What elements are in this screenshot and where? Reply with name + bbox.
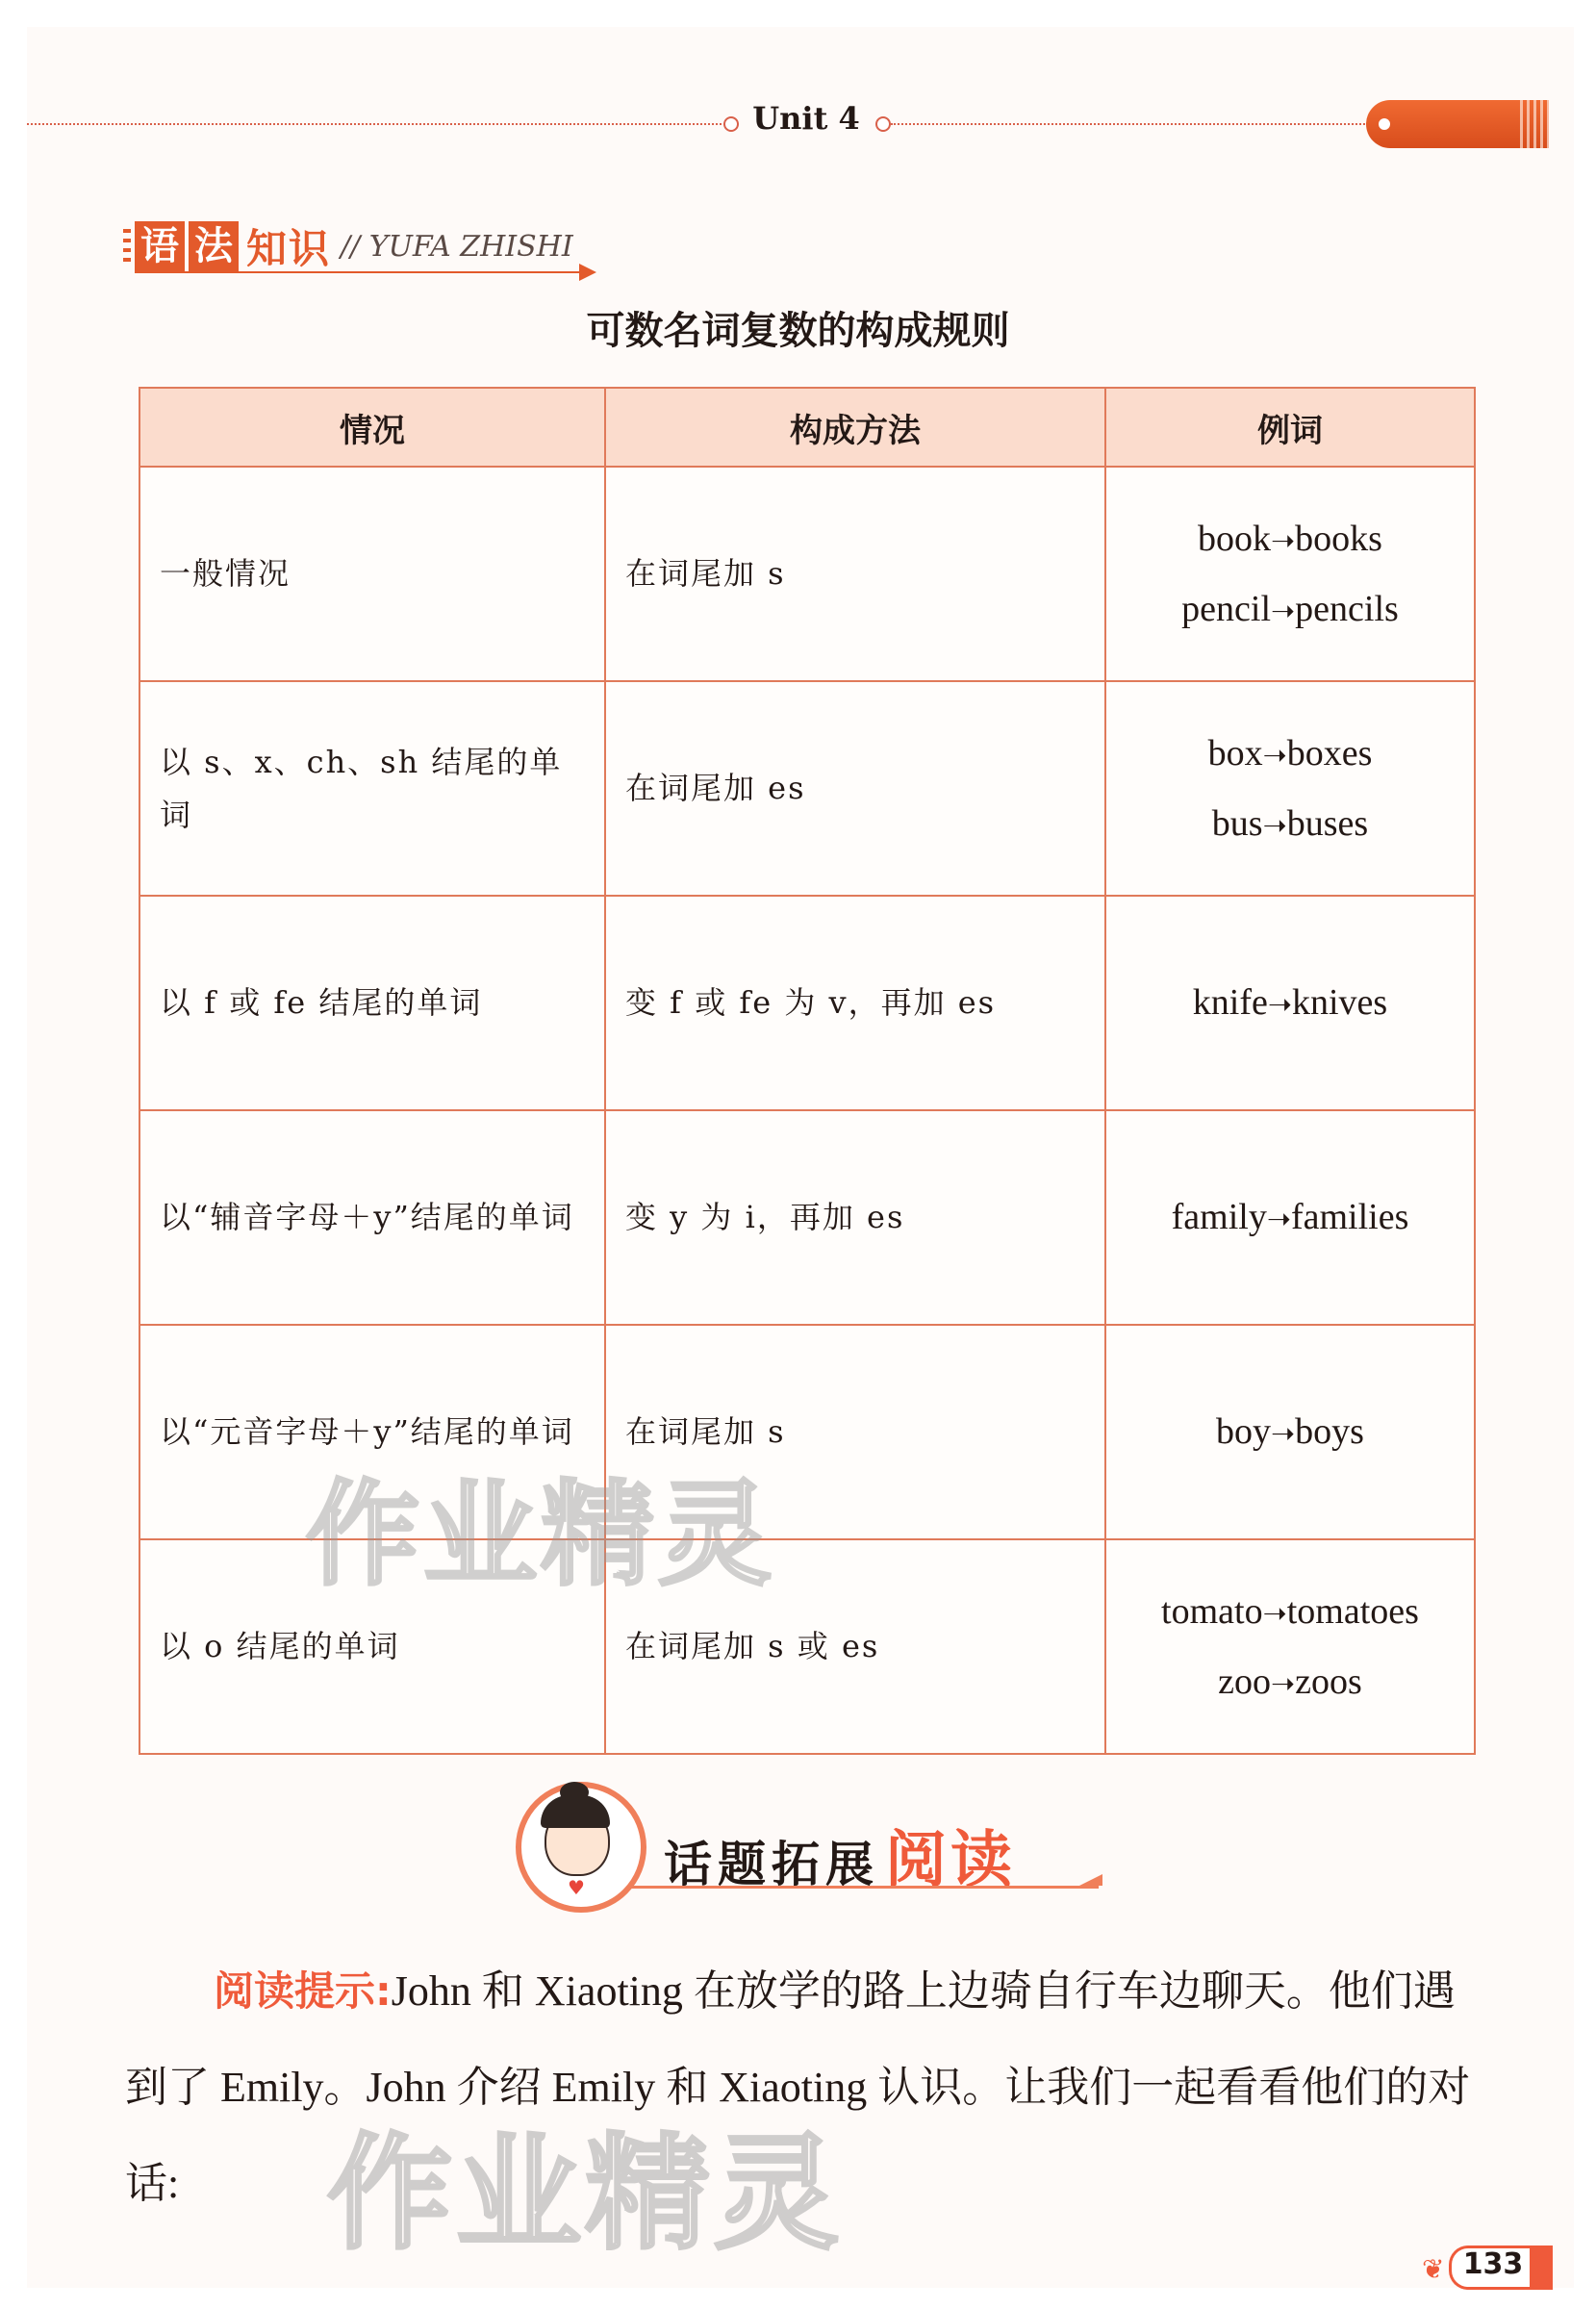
table-header-row xyxy=(139,388,1475,467)
examples-cell xyxy=(1105,467,1475,681)
section-boxed-char: 法 xyxy=(189,221,239,271)
example-singular: knife xyxy=(1192,982,1268,1024)
example-singular: bus xyxy=(1211,802,1263,844)
case-cell: 以“辅音字母＋y”结尾的单词 xyxy=(139,1110,605,1325)
banner-underline xyxy=(627,1886,1099,1889)
examples-cell xyxy=(1105,681,1475,896)
case-cell: 以 f 或 fe 结尾的单词 xyxy=(139,896,605,1110)
example-pair xyxy=(1107,968,1473,1037)
header-dot-right xyxy=(875,116,891,132)
table-row xyxy=(139,681,1475,896)
banner-text-highlight: 阅读 xyxy=(885,1825,1016,1896)
right-arrow-icon: ➝ xyxy=(1262,739,1287,774)
example-pair xyxy=(1107,1397,1473,1466)
header-case: 情况 xyxy=(139,388,605,467)
reading-tip-text: John 和 Xiaoting 在放学的路上边骑自行车边聊天。他们遇到了 Emily。John 介绍 Emily 和 Xiaoting 认识。让我们一起看看他们的对话: xyxy=(125,1967,1471,2207)
example-plural: buses xyxy=(1286,802,1369,844)
example-singular: boy xyxy=(1216,1411,1272,1453)
banner-text-main: 话题拓展 xyxy=(664,1837,879,1892)
examples-cell xyxy=(1105,896,1475,1110)
header-tab-hole xyxy=(1379,118,1390,130)
case-cell: 一般情况 xyxy=(139,467,605,681)
heart-icon: ♥ xyxy=(568,1876,585,1899)
example-plural: books xyxy=(1295,519,1382,560)
case-cell: 以“元音字母＋y”结尾的单词 xyxy=(139,1325,605,1539)
page-number-tab-edge xyxy=(1530,2246,1553,2290)
right-arrow-icon: ➝ xyxy=(1271,524,1296,559)
example-singular: box xyxy=(1207,733,1263,774)
example-pair xyxy=(1107,1647,1473,1716)
header-dotted-line-right xyxy=(891,123,1372,125)
header-examples: 例词 xyxy=(1105,388,1475,467)
example-plural: pencils xyxy=(1295,588,1399,629)
case-cell: 以 o 结尾的单词 xyxy=(139,1539,605,1754)
right-arrow-icon: ➝ xyxy=(1262,808,1287,843)
right-arrow-icon: ➝ xyxy=(1262,1597,1287,1632)
header-tab-stripes xyxy=(1520,100,1549,148)
examples-cell xyxy=(1105,1110,1475,1325)
right-arrow-icon: ➝ xyxy=(1266,1203,1291,1237)
example-singular: book xyxy=(1198,519,1272,560)
method-cell: 在词尾加 s 或 es xyxy=(605,1539,1105,1754)
header-dot-left xyxy=(723,116,739,132)
method-cell: 在词尾加 s xyxy=(605,467,1105,681)
example-plural: zoos xyxy=(1295,1661,1362,1702)
header-method: 构成方法 xyxy=(605,388,1105,467)
page-number: 133 xyxy=(1462,2247,1524,2281)
example-plural: boys xyxy=(1295,1411,1364,1453)
method-cell: 在词尾加 es xyxy=(605,681,1105,896)
header-dotted-line-left xyxy=(27,123,729,125)
method-cell: 变 y 为 i，再加 es xyxy=(605,1110,1105,1325)
example-singular: zoo xyxy=(1218,1661,1272,1702)
example-singular: family xyxy=(1171,1197,1267,1238)
example-singular: pencil xyxy=(1181,588,1272,629)
right-arrow-icon: ➝ xyxy=(1271,1417,1296,1452)
right-arrow-icon: ➝ xyxy=(1267,988,1292,1023)
banner-triangle xyxy=(1079,1874,1102,1886)
section-plain-chars: 知识 xyxy=(246,225,332,272)
example-plural: tomatoes xyxy=(1286,1591,1419,1633)
method-cell: 变 f 或 fe 为 v，再加 es xyxy=(605,896,1105,1110)
section-english: // YUFA ZHISHI xyxy=(341,229,573,264)
section-marks xyxy=(123,229,131,262)
table-row xyxy=(139,1110,1475,1325)
section-tag xyxy=(135,217,573,275)
example-pair xyxy=(1107,789,1473,858)
example-pair xyxy=(1107,574,1473,644)
right-arrow-icon: ➝ xyxy=(1271,1666,1296,1701)
watermark: 作业精灵 xyxy=(327,2120,844,2267)
example-pair xyxy=(1107,504,1473,573)
example-plural: boxes xyxy=(1286,733,1373,774)
table-row xyxy=(139,467,1475,681)
leaf-icon: ❦ xyxy=(1422,2253,1445,2285)
examples-cell xyxy=(1105,1539,1475,1754)
example-singular: tomato xyxy=(1161,1591,1263,1633)
example-pair xyxy=(1107,1182,1473,1252)
section-underline xyxy=(135,271,587,273)
section-arrow-icon xyxy=(579,264,596,281)
right-arrow-icon: ➝ xyxy=(1271,594,1296,628)
table-title: 可数名词复数的构成规则 xyxy=(586,309,1010,353)
section-boxed-char: 语 xyxy=(135,221,185,271)
table-row xyxy=(139,896,1475,1110)
example-plural: knives xyxy=(1292,982,1388,1024)
reading-tip-label: 阅读提示: xyxy=(214,1967,392,2015)
case-cell: 以 s、x、ch、sh 结尾的单词 xyxy=(139,681,605,896)
example-pair xyxy=(1107,1577,1473,1646)
examples-cell xyxy=(1105,1325,1475,1539)
watermark: 作业精灵 xyxy=(306,1468,776,1601)
example-pair xyxy=(1107,719,1473,788)
example-plural: families xyxy=(1290,1197,1409,1238)
method-cell: 在词尾加 s xyxy=(605,1325,1105,1539)
unit-label: Unit 4 xyxy=(752,100,860,137)
